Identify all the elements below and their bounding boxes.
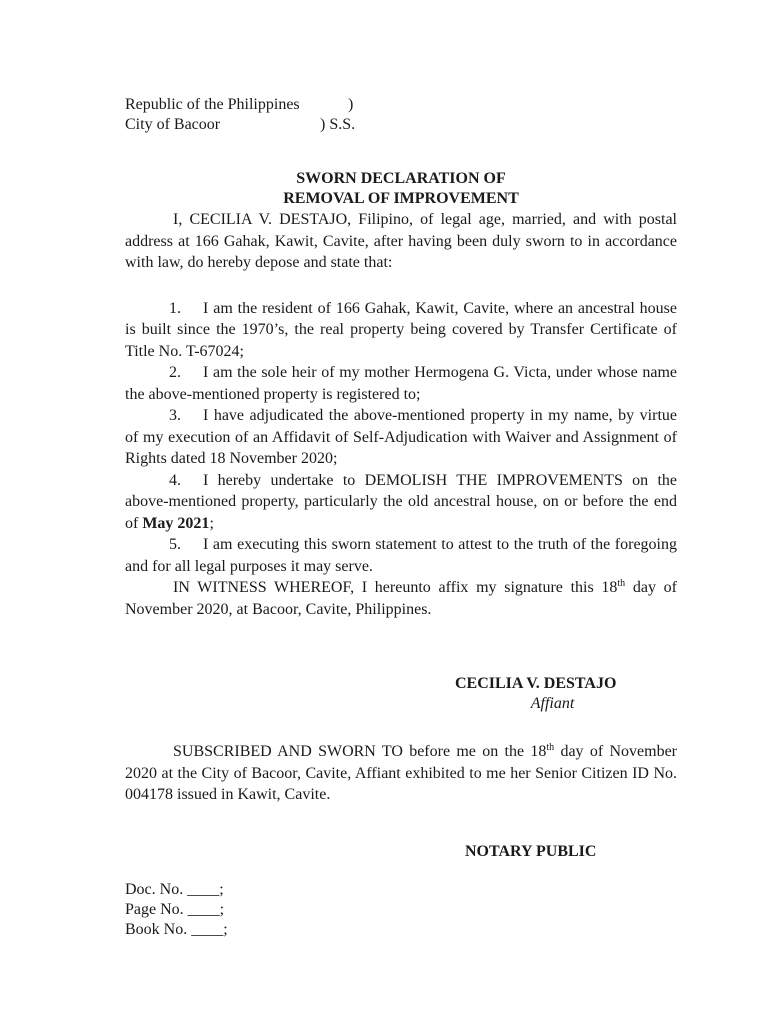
statement-item bbox=[125, 362, 677, 405]
page-number: Page No. ____; bbox=[125, 901, 225, 918]
venue-city: City of Bacoor bbox=[125, 116, 221, 133]
jurat-text: SUBSCRIBED AND SWORN TO before me on the 18 bbox=[173, 743, 547, 760]
venue-line-city bbox=[125, 115, 677, 135]
venue-ss-mark: ) S.S. bbox=[320, 116, 356, 133]
statement-list bbox=[125, 298, 677, 578]
document-page bbox=[125, 95, 677, 938]
affiant-name: CECILIA V. DESTAJO bbox=[455, 675, 617, 692]
witness-text-end: day of November 2020, at Bacoor, Cavite, Philippines. bbox=[125, 579, 677, 618]
statement-item bbox=[125, 534, 677, 577]
doc-number: Doc. No. ____; bbox=[125, 881, 224, 898]
item-number: 5. bbox=[169, 536, 181, 553]
item-text-end: ; bbox=[209, 514, 214, 532]
item-text: I am the sole heir of my mother Hermogena G. Victa, under whose name the above-mentioned property is registered to; bbox=[125, 364, 677, 403]
item-text: I have adjudicated the above-mentioned property in my name, by virtue of my execution of an Affidavit of Self-Adjudication with Waiver and Assignment of Rights dated 18 November 2020; bbox=[125, 407, 677, 467]
venue-bracket: ) bbox=[348, 96, 354, 113]
witness-paragraph bbox=[125, 577, 677, 620]
jurat-text-end: day of November 2020 at the City of Bacoor, Cavite, Affiant exhibited to me her Senior Citizen ID No. 004178 issued in Kawit, Cavite. bbox=[125, 743, 677, 803]
jurat-paragraph bbox=[125, 741, 677, 806]
book-number: Book No. ____; bbox=[125, 921, 228, 938]
item-number: 2. bbox=[169, 364, 181, 381]
signature-block bbox=[455, 674, 655, 714]
statement-item bbox=[125, 405, 677, 470]
item-text: I am the resident of 166 Gahak, Kawit, Cavite, where an ancestral house is built since the 1970’s, the real property being covered by Transfer Certificate of Title No. T-67024; bbox=[125, 299, 677, 360]
title-line-2: REMOVAL OF IMPROVEMENT bbox=[283, 190, 519, 207]
item-number: 4. bbox=[169, 471, 181, 489]
intro-paragraph: I, CECILIA V. DESTAJO, Filipino, of legal age, married, and with postal address at 166 Gahak, Kawit, Cavite, after having been duly sworn to in accordance with law, do hereby depose and state that: bbox=[125, 211, 677, 271]
affiant-label: Affiant bbox=[530, 695, 575, 712]
title-line-1: SWORN DECLARATION OF bbox=[296, 170, 506, 187]
witness-text: IN WITNESS WHEREOF, I hereunto affix my signature this 18 bbox=[173, 579, 618, 596]
statement-item bbox=[125, 470, 677, 535]
document-title bbox=[125, 169, 677, 209]
item-text: I am executing this sworn statement to attest to the truth of the foregoing and for all legal purposes it may serve. bbox=[125, 536, 677, 575]
venue-line-republic bbox=[125, 95, 677, 115]
item-number: 3. bbox=[169, 407, 181, 424]
witness-ordinal: th bbox=[617, 578, 626, 589]
item-number: 1. bbox=[169, 299, 181, 317]
item-text: I hereby undertake to DEMOLISH THE IMPROVEMENTS on the above-mentioned property, particularly the old ancestral house, on or before the end of bbox=[125, 471, 677, 532]
deadline-date: May 2021 bbox=[142, 514, 210, 532]
venue-country: Republic of the Philippines bbox=[125, 96, 300, 113]
statement-item bbox=[125, 298, 677, 363]
notary-public-label: NOTARY PUBLIC bbox=[465, 843, 597, 860]
notarial-register-refs bbox=[125, 880, 228, 940]
jurat-ordinal: th bbox=[546, 742, 555, 753]
